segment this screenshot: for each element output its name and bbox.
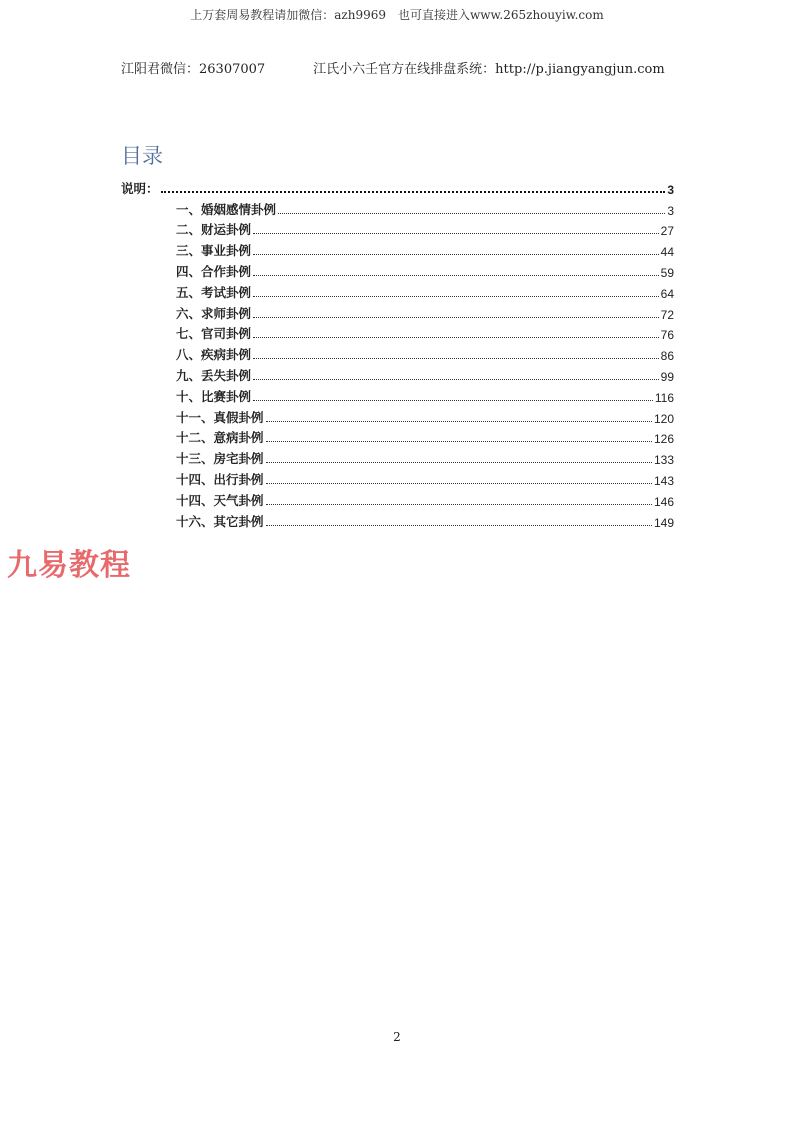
toc-entry[interactable] <box>121 301 674 322</box>
toc-entry-page: 120 <box>653 411 674 426</box>
toc-entry-label: 十四、天气卦例 <box>176 492 264 508</box>
toc-entry-label: 三、事业卦例 <box>176 243 252 259</box>
toc-entry-label: 十四、出行卦例 <box>176 471 264 487</box>
toc-entry[interactable] <box>121 176 674 197</box>
toc-entry-page: 3 <box>667 182 674 197</box>
page-number: 2 <box>393 1030 401 1044</box>
toc-entry-label: 十三、房宅卦例 <box>176 451 264 467</box>
toc-entry-label: 四、合作卦例 <box>176 263 252 279</box>
dot-leader <box>253 275 659 276</box>
dot-leader <box>253 400 653 401</box>
toc-entry-page: 44 <box>660 245 674 260</box>
dot-leader <box>266 504 652 505</box>
toc-entry[interactable] <box>121 467 674 488</box>
toc-entry-page: 72 <box>660 307 674 322</box>
toc-entry[interactable] <box>121 342 674 363</box>
top-banner: 上万套周易教程请加微信：azh9969 也可直接进入www.265zhouyiw.com <box>190 8 604 22</box>
toc-entry-label: 二、财运卦例 <box>176 222 252 238</box>
dot-leader <box>253 358 659 359</box>
dot-leader <box>253 379 659 380</box>
toc-entry-label: 八、疾病卦例 <box>176 347 252 363</box>
toc-title: 目录 <box>121 144 163 168</box>
dot-leader <box>253 296 659 297</box>
dot-leader <box>266 421 652 422</box>
toc-entry-page: 126 <box>653 432 674 447</box>
toc-entry[interactable] <box>121 197 674 218</box>
table-of-contents <box>121 176 674 530</box>
dot-leader <box>266 462 652 463</box>
toc-entry-label: 一、婚姻感情卦例 <box>176 201 277 217</box>
dot-leader <box>253 254 659 255</box>
toc-entry-label: 十二、意病卦例 <box>176 430 264 446</box>
toc-entry[interactable] <box>121 446 674 467</box>
toc-entry-page: 143 <box>653 473 674 488</box>
toc-entry-page: 76 <box>660 328 674 343</box>
toc-entry-page: 64 <box>660 286 674 301</box>
toc-entry[interactable] <box>121 363 674 384</box>
dot-leader <box>253 233 659 234</box>
dot-leader <box>266 441 652 442</box>
dot-leader <box>161 191 666 193</box>
toc-entry-page: 116 <box>654 390 674 405</box>
document-header <box>121 58 665 77</box>
dot-leader <box>253 337 659 338</box>
toc-entry-page: 86 <box>660 349 674 364</box>
toc-entry-page: 27 <box>660 224 674 239</box>
toc-entry[interactable] <box>121 259 674 280</box>
toc-entry[interactable] <box>121 280 674 301</box>
toc-entry-page: 146 <box>653 494 674 509</box>
dot-leader <box>266 525 652 526</box>
wechat-contact: 江阳君微信：26307007 <box>121 62 266 77</box>
toc-entry-label: 五、考试卦例 <box>176 284 252 300</box>
dot-leader <box>266 483 652 484</box>
toc-entry-label: 十一、真假卦例 <box>176 409 264 425</box>
toc-entry-label: 六、求师卦例 <box>176 305 252 321</box>
toc-entry-label: 十、比赛卦例 <box>176 388 252 404</box>
toc-entry-label: 九、丢失卦例 <box>176 367 252 383</box>
toc-entry[interactable] <box>121 322 674 343</box>
toc-entry-page: 149 <box>653 515 674 530</box>
toc-entry-page: 99 <box>660 369 674 384</box>
toc-entry[interactable] <box>121 509 674 530</box>
toc-entry-page: 133 <box>653 453 674 468</box>
dot-leader <box>278 213 665 214</box>
toc-entry-page: 3 <box>667 203 674 218</box>
watermark-logo: 九易教程 <box>7 548 131 583</box>
toc-entry[interactable] <box>121 218 674 239</box>
toc-entry[interactable] <box>121 238 674 259</box>
system-link[interactable]: 江氏小六壬官方在线排盘系统：http://p.jiangyangjun.com <box>313 62 665 77</box>
toc-entry-label: 说明： <box>121 180 159 196</box>
toc-entry[interactable] <box>121 384 674 405</box>
dot-leader <box>253 317 659 318</box>
toc-entry[interactable] <box>121 426 674 447</box>
toc-entry-label: 十六、其它卦例 <box>176 513 264 529</box>
toc-entry[interactable] <box>121 405 674 426</box>
toc-entry[interactable] <box>121 488 674 509</box>
toc-entry-page: 59 <box>660 265 674 280</box>
toc-entry-label: 七、官司卦例 <box>176 326 252 342</box>
